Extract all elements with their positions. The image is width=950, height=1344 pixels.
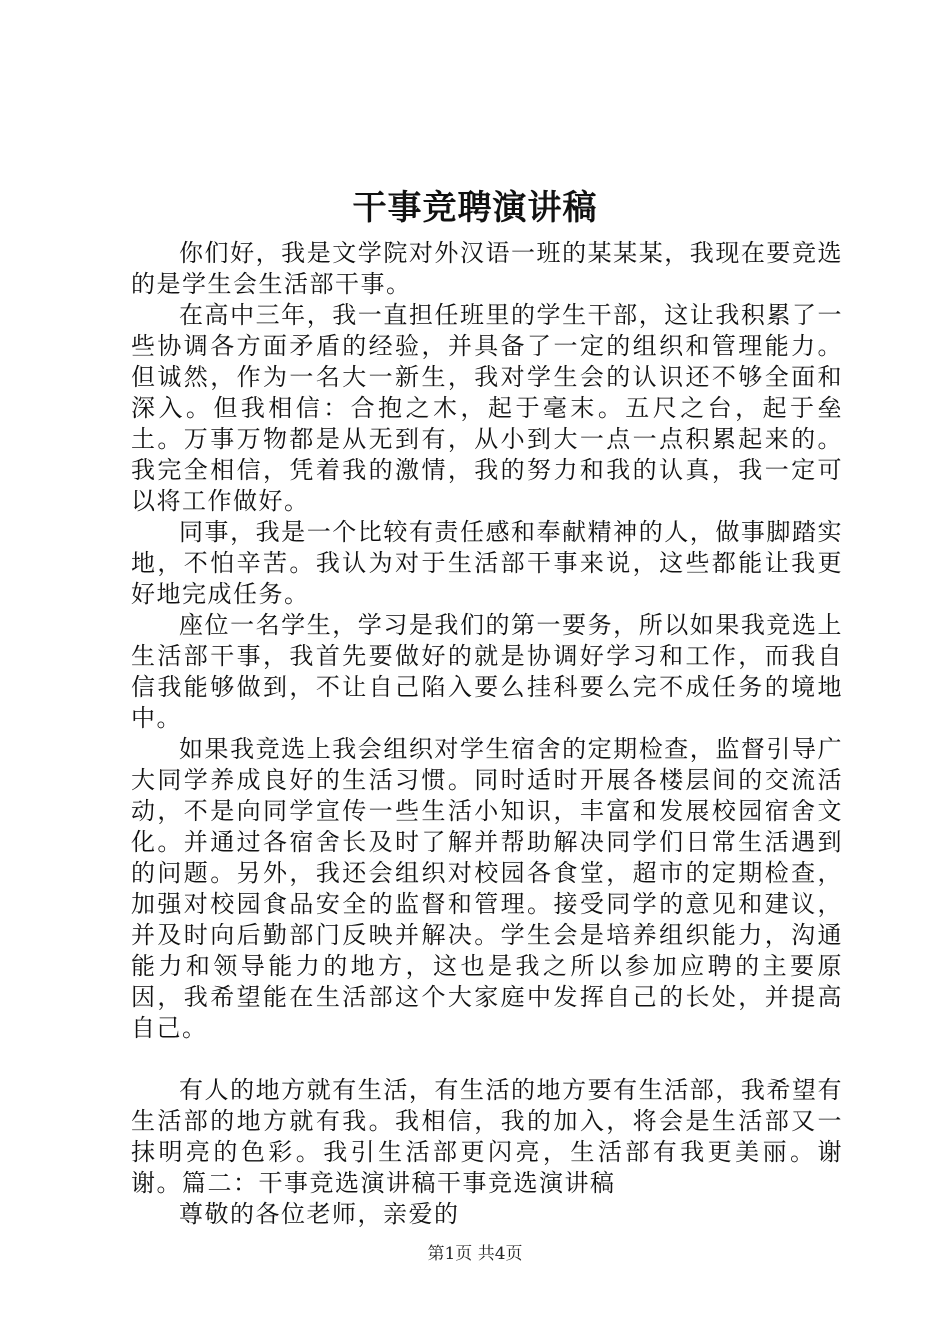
paragraph-character: 同事，我是一个比较有责任感和奉献精神的人，做事脚踏实地，不怕辛苦。我认为对于生活部干事来说，这些都能让我更好地完成任务。 <box>131 518 843 608</box>
paragraph-next-speech-opening: 尊敬的各位老师，亲爱的 <box>179 1200 460 1228</box>
page-number-footer: 第1页 共4页 <box>427 1244 523 1264</box>
paragraph-study: 座位一名学生，学习是我们的第一要务，所以如果我竞选上生活部干事，我首先要做好的就是协调好学习和工作，而我自信我能够做到，不让自己陷入要么挂科要么完不成任务的境地中。 <box>131 611 843 732</box>
paragraph-greeting: 你们好，我是文学院对外汉语一班的某某某，我现在要竞选的是学生会生活部干事。 <box>131 239 843 298</box>
document-body <box>131 238 843 1230</box>
paragraph-experience: 在高中三年，我一直担任班里的学生干部，这让我积累了一些协调各方面矛盾的经验，并具备了一定的组织和管理能力。但诚然，作为一名大一新生，我对学生会的认识还不够全面和深入。但我相信：合抱之木，起于毫末。五尺之台，起于垒土。万事万物都是从无到有，从小到大一点一点积累起来的。我完全相信，凭着我的激情，我的努力和我的认真，我一定可以将工作做好。 <box>131 301 843 515</box>
paragraph-closing: 有人的地方就有生活，有生活的地方要有生活部，我希望有生活部的地方就有我。我相信，我的加入，将会是生活部又一抹明亮的色彩。我引生活部更闪亮，生活部有我更美丽。谢谢。篇二：干事竞选演讲稿干事竞选演讲稿 <box>131 1076 843 1197</box>
document-title: 干事竞聘演讲稿 <box>352 188 598 228</box>
paragraph-plans: 如果我竞选上我会组织对学生宿舍的定期检查，监督引导广大同学养成良好的生活习惯。同时适时开展各楼层间的交流活动，不是向同学宣传一些生活小知识，丰富和发展校园宿舍文化。并通过各宿舍长及时了解并帮助解决同学们日常生活遇到的问题。另外，我还会组织对校园各食堂，超市的定期检查，加强对校园食品安全的监督和管理。接受同学的意见和建议，并及时向后勤部门反映并解决。学生会是培养组织能力，沟通能力和领导能力的地方，这也是我之所以参加应聘的主要原因，我希望能在生活部这个大家庭中发挥自己的长处，并提高自己。 <box>131 735 843 1042</box>
